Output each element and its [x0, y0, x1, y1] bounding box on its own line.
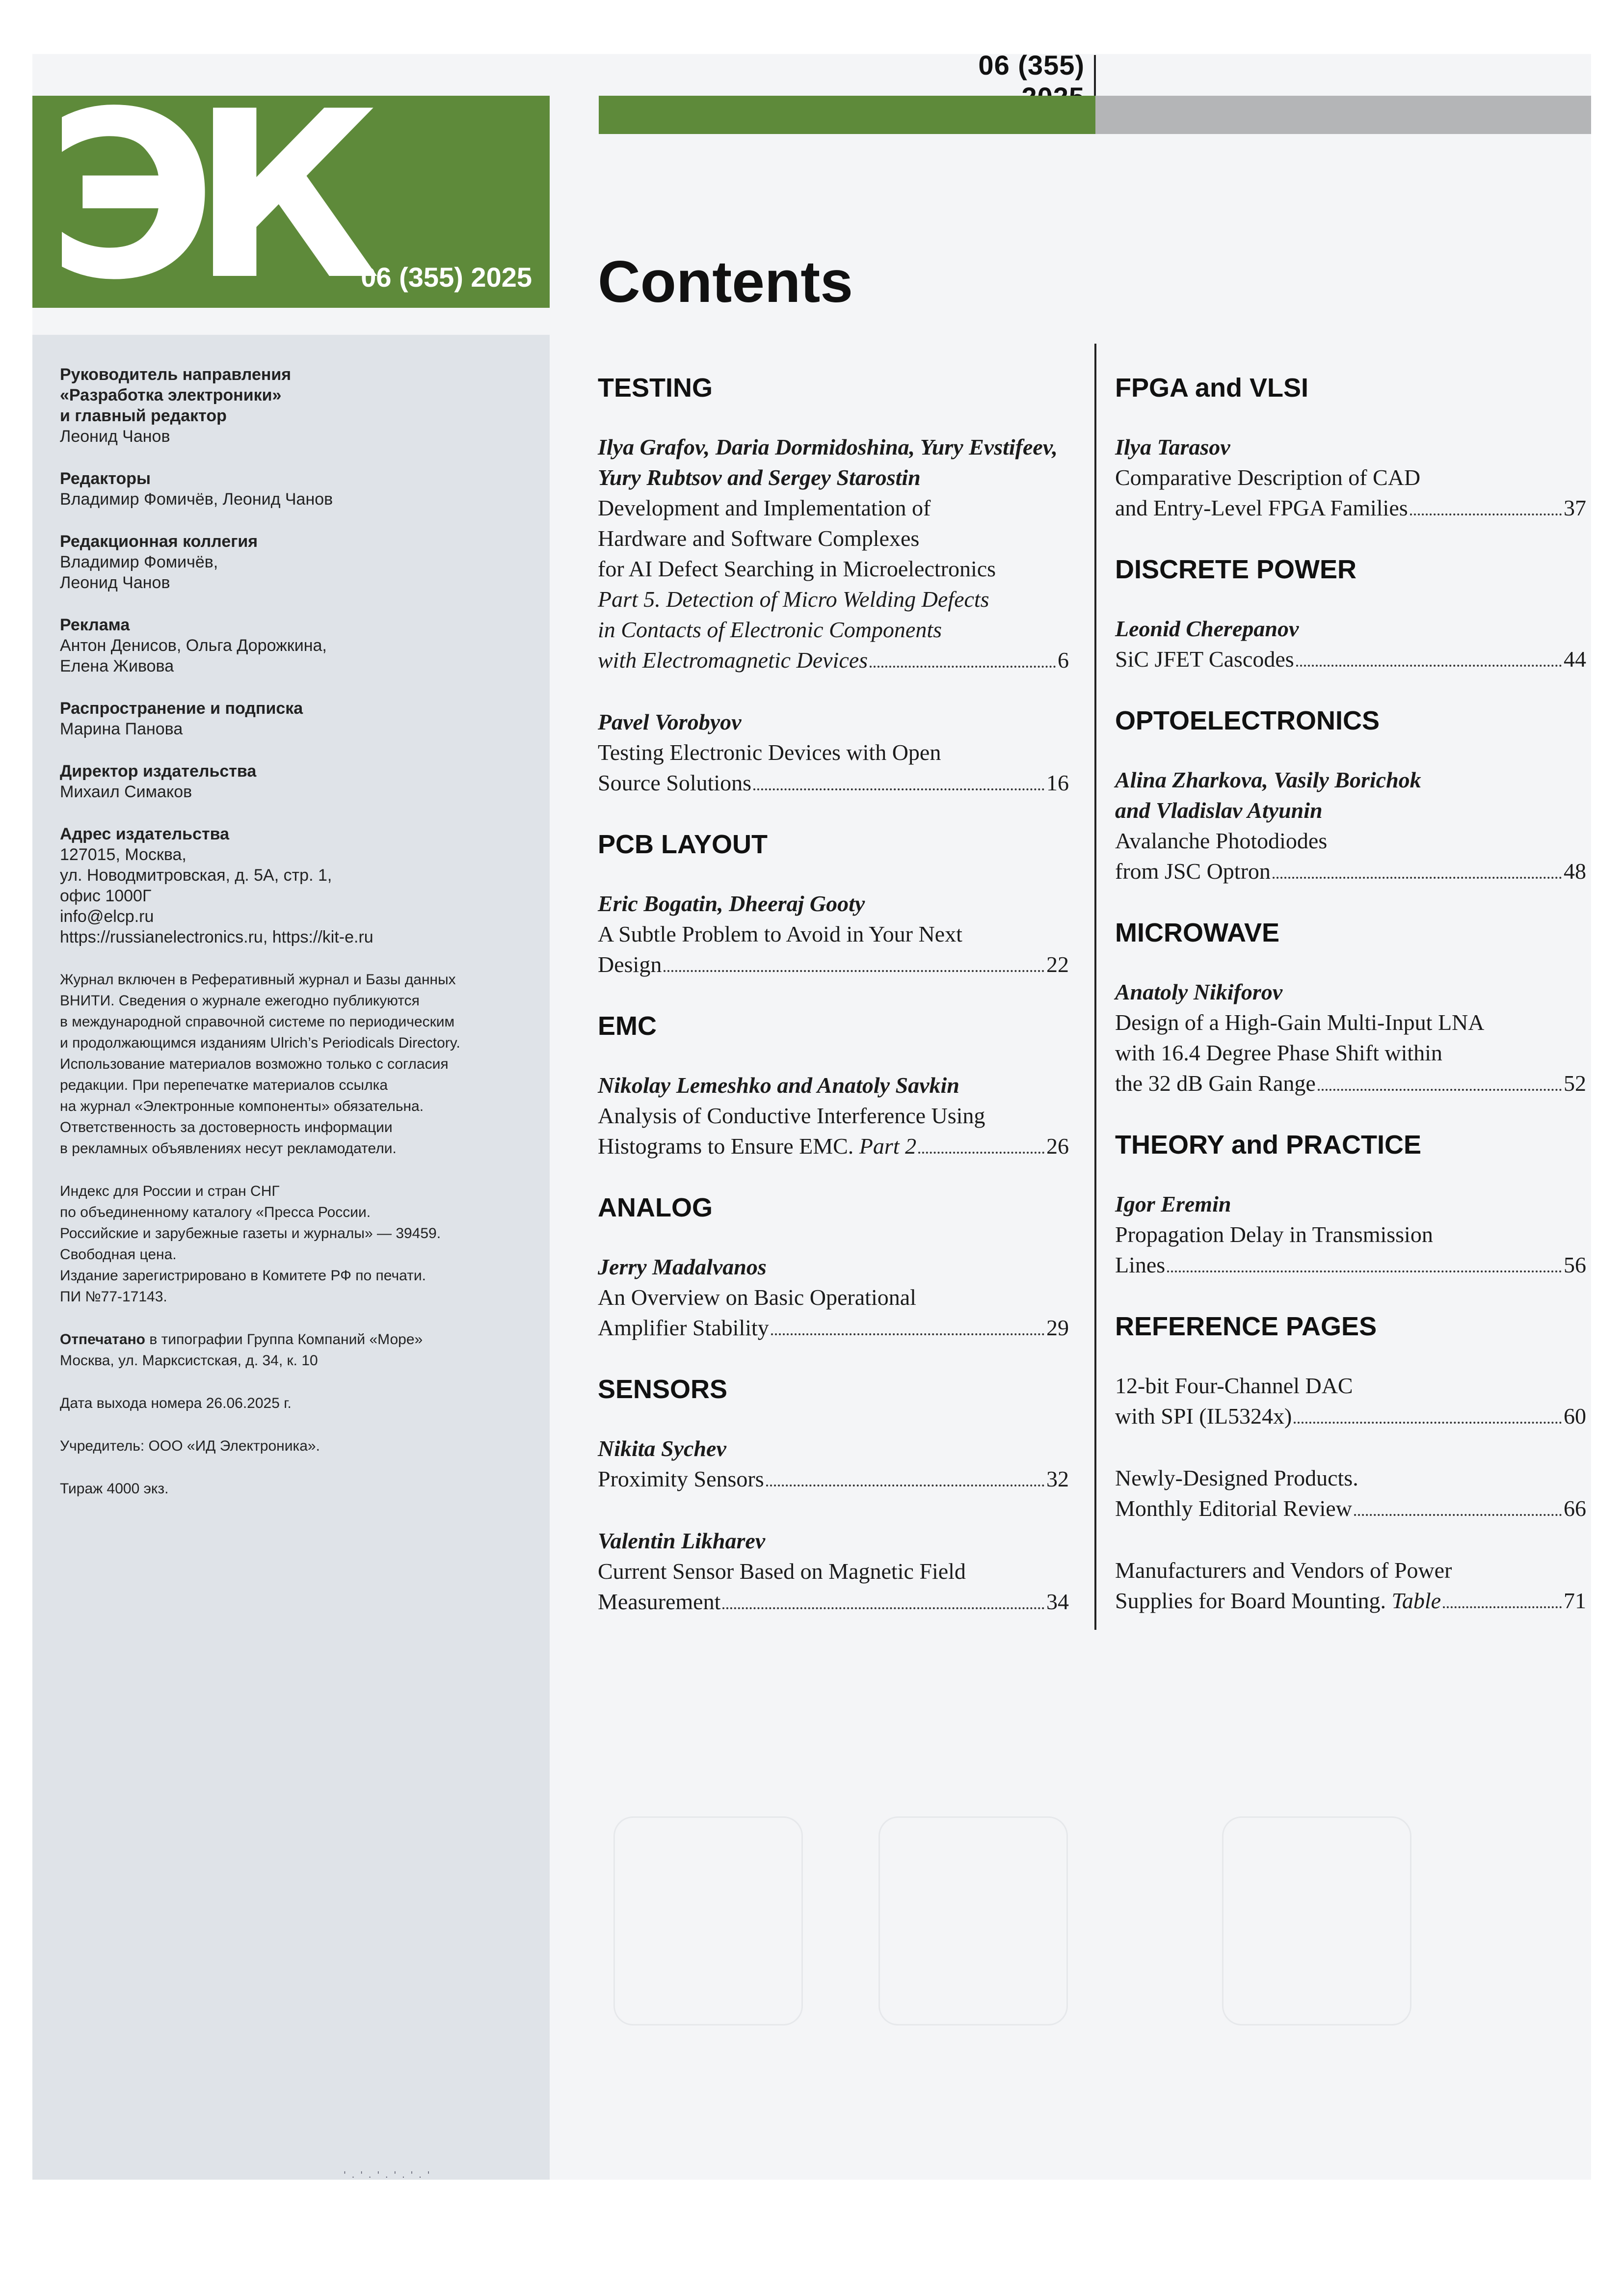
issue-number: 06 (355) [978, 50, 1085, 81]
entry-title-text [598, 1131, 916, 1162]
section-title: DISCRETE POWER [1115, 555, 1357, 584]
entry-title-last-line [1115, 1250, 1586, 1280]
entry-title-text [1115, 1493, 1352, 1524]
entry-title-line: Part 5. Detection of Micro Welding Defects [598, 587, 989, 612]
entry-authors: Igor Eremin [1115, 1191, 1231, 1216]
masthead-text: Леонид Чанов [60, 427, 170, 446]
background-hexagon [1222, 1816, 1411, 2026]
entry-title-last-line [1115, 644, 1586, 675]
entry-authors: Jerry Madalvanos [598, 1254, 767, 1279]
logo-letters: ЭК [47, 96, 356, 308]
entry-title-main: with Electromagnetic Devices [598, 648, 868, 673]
toc-entry [598, 1252, 1069, 1343]
entry-title-main: the 32 dB Gain Range [1115, 1071, 1316, 1096]
dot-leader [1410, 513, 1562, 515]
entry-title-text [598, 645, 868, 675]
column-divider [1094, 344, 1096, 1630]
page-number: 26 [1046, 1134, 1069, 1159]
entry-title-text [1115, 1586, 1441, 1616]
entry-title-line: Testing Electronic Devices with Open [598, 740, 941, 765]
entry-title-main: Design [598, 952, 662, 977]
dot-leader [664, 970, 1044, 972]
dot-leader [771, 1333, 1044, 1335]
masthead-heading: Руководитель направления «Разработка электроники» и главный редактор [60, 365, 292, 425]
header-bar-green [599, 96, 1095, 134]
entry-title-suffix: Part 2 [859, 1134, 917, 1159]
dot-leader [1296, 664, 1562, 667]
entry-title-line: Design of a High-Gain Multi-Input LNA [1115, 1010, 1485, 1035]
masthead-block [60, 615, 531, 676]
toc-entry [598, 1433, 1069, 1494]
logo-issue-number: 06 (355) 2025 [361, 262, 532, 293]
entry-title-line: with 16.4 Degree Phase Shift within [1115, 1040, 1442, 1065]
entry-title-text [1115, 1068, 1316, 1099]
entry-title-main: Monthly Editorial Review [1115, 1496, 1352, 1521]
entry-title-suffix: Table [1391, 1588, 1441, 1613]
page-number: 37 [1564, 495, 1586, 520]
background-hexagon [878, 1816, 1068, 2026]
toc-entry [1115, 1555, 1586, 1616]
entry-title-main: SiC JFET Cascodes [1115, 647, 1294, 672]
entry-authors: Nikolay Lemeshko and Anatoly Savkin [598, 1073, 959, 1098]
entry-title-main: Supplies for Board Mounting. [1115, 1588, 1392, 1613]
entry-authors: and Vladislav Atyunin [1115, 798, 1323, 823]
page-number: 71 [1564, 1588, 1586, 1613]
page-number: 16 [1046, 770, 1069, 795]
toc-section [598, 830, 1069, 980]
contents-left-column [598, 373, 1069, 1648]
dot-leader [722, 1607, 1044, 1609]
masthead-heading: Директор издательства [60, 762, 257, 781]
masthead-text: 127015, Москва, ул. Новодмитровская, д. 5А, стр. 1, офис 1000Г info@elcp.ru https://russianelectronics.ru, https://kit-e.ru [60, 845, 373, 946]
entry-title-last-line [598, 1131, 1069, 1162]
entry-title-main: and Entry-Level FPGA Families [1115, 495, 1408, 520]
toc-section [1115, 706, 1586, 887]
toc-section [1115, 373, 1586, 523]
toc-section [1115, 1312, 1586, 1616]
toc-section [598, 1011, 1069, 1162]
entry-title-text [1115, 1401, 1292, 1432]
header-bar-gray [1095, 96, 1591, 134]
entry-authors: Yury Rubtsov and Sergey Starostin [598, 465, 921, 490]
entry-title-last-line [598, 1464, 1069, 1494]
printing-info [60, 1329, 531, 1371]
toc-entry [1115, 1371, 1586, 1432]
masthead-blocks [60, 364, 531, 947]
entry-title-line: Analysis of Conductive Interference Using [598, 1103, 985, 1128]
toc-entry [598, 1526, 1069, 1617]
entry-title-last-line [598, 1587, 1069, 1617]
entry-title-text [598, 949, 662, 980]
masthead-heading: Распространение и подписка [60, 699, 303, 718]
dot-leader [1318, 1088, 1562, 1091]
section-title: SENSORS [598, 1375, 728, 1404]
entry-title-last-line [1115, 1493, 1586, 1524]
page-number: 32 [1046, 1466, 1069, 1491]
entry-title-main: Histograms to Ensure EMC. [598, 1134, 859, 1159]
entry-title-last-line [1115, 493, 1586, 523]
entry-title-text [1115, 856, 1271, 887]
entry-title-text [598, 768, 751, 798]
entry-authors: Ilya Grafov, Daria Dormidoshina, Yury Evstifeev, [598, 434, 1058, 459]
masthead-heading: Редакционная коллегия [60, 532, 258, 551]
entry-title-last-line [1115, 1401, 1586, 1432]
entry-authors: Anatoly Nikiforov [1115, 979, 1283, 1004]
entry-title-main: Lines [1115, 1252, 1166, 1277]
entry-title-line: Development and Implementation of [598, 495, 931, 520]
toc-entry [598, 432, 1069, 675]
entry-title-last-line [598, 768, 1069, 798]
entry-title-line: Propagation Delay in Transmission [1115, 1222, 1433, 1247]
entry-title-text [1115, 1250, 1165, 1280]
entry-title-text [598, 1313, 769, 1343]
scan-marks: ' . ' . ' . ' . ' . ' [344, 2170, 431, 2180]
page-number: 34 [1046, 1589, 1069, 1614]
entry-title-text [1115, 644, 1294, 675]
entry-title-line: Newly-Designed Products. [1115, 1465, 1358, 1490]
magazine-logo [32, 96, 550, 308]
dot-leader [753, 788, 1044, 790]
dot-leader [918, 1151, 1044, 1154]
toc-entry [1115, 765, 1586, 887]
masthead-heading: Реклама [60, 616, 130, 634]
background-hexagon [613, 1816, 803, 2026]
masthead-heading: Редакторы [60, 469, 151, 488]
dot-leader [1354, 1513, 1562, 1516]
contents-title: Contents [598, 249, 853, 315]
masthead-block [60, 824, 531, 947]
page-number: 29 [1046, 1315, 1069, 1340]
masthead-text: Антон Денисов, Ольга Дорожкина, Елена Живова [60, 636, 327, 675]
entry-authors: Eric Bogatin, Dheeraj Gooty [598, 891, 865, 916]
page-number: 66 [1564, 1496, 1586, 1521]
entry-title-text [598, 1587, 720, 1617]
entry-authors: Pavel Vorobyov [598, 709, 742, 734]
section-title: FPGA and VLSI [1115, 373, 1309, 403]
entry-title-main: Proximity Sensors [598, 1466, 764, 1491]
masthead-text: Владимир Фомичёв, Леонид Чанов [60, 553, 218, 592]
toc-entry [1115, 1463, 1586, 1524]
section-title: ANALOG [598, 1193, 713, 1222]
entry-title-last-line [1115, 1586, 1586, 1616]
entry-title-line: Manufacturers and Vendors of Power [1115, 1558, 1452, 1583]
toc-entry [1115, 614, 1586, 675]
toc-section [598, 1375, 1069, 1617]
entry-title-main: Source Solutions [598, 770, 752, 795]
dot-leader [1167, 1270, 1562, 1272]
page-number: 48 [1564, 859, 1586, 884]
masthead-text: Михаил Симаков [60, 783, 192, 801]
entry-title-line: Current Sensor Based on Magnetic Field [598, 1559, 966, 1584]
entry-title-line: A Subtle Problem to Avoid in Your Next [598, 921, 962, 946]
entry-authors: Leonid Cherepanov [1115, 616, 1299, 641]
toc-entry [598, 707, 1069, 798]
masthead-text: Владимир Фомичёв, Леонид Чанов [60, 490, 333, 509]
section-title: TESTING [598, 373, 713, 403]
entry-authors: Valentin Likharev [598, 1528, 766, 1553]
entry-title-main: Measurement [598, 1589, 721, 1614]
toc-section [1115, 918, 1586, 1099]
page-number: 6 [1058, 648, 1069, 673]
masthead-block [60, 761, 531, 802]
masthead-block [60, 698, 531, 739]
circulation: Тираж 4000 экз. [60, 1481, 169, 1497]
entry-authors: Alina Zharkova, Vasily Borichok [1115, 767, 1421, 792]
dot-leader [1294, 1421, 1562, 1424]
toc-entry [1115, 977, 1586, 1099]
entry-title-line: for AI Defect Searching in Microelectronics [598, 556, 996, 581]
page-number: 56 [1564, 1252, 1586, 1277]
entry-title-last-line [598, 949, 1069, 980]
entry-title-main: with SPI (IL5324x) [1115, 1404, 1292, 1429]
masthead-block [60, 364, 531, 447]
entry-title-main: from JSC Optron [1115, 859, 1271, 884]
printed-label: Отпечатано [60, 1331, 146, 1348]
page-number: 22 [1046, 952, 1069, 977]
toc-entry [1115, 432, 1586, 523]
masthead-block [60, 468, 531, 510]
entry-authors: Nikita Sychev [598, 1436, 726, 1461]
toc-entry [598, 1070, 1069, 1162]
toc-section [598, 373, 1069, 798]
entry-title-last-line [1115, 856, 1586, 887]
entry-title-line: in Contacts of Electronic Components [598, 617, 942, 642]
release-date: Дата выхода номера 26.06.2025 г. [60, 1395, 292, 1411]
toc-entry [598, 889, 1069, 980]
founder: Учредитель: ООО «ИД Электроника». [60, 1438, 320, 1454]
section-title: THEORY and PRACTICE [1115, 1130, 1422, 1160]
entry-title-text [1115, 493, 1408, 523]
section-title: OPTOELECTRONICS [1115, 706, 1380, 735]
section-title: MICROWAVE [1115, 918, 1279, 947]
subscription-index: Индекс для России и стран СНГ по объединенному каталогу «Пресса России. Российские и зарубежные газеты и журналы» — 39459. Свободная цена. Издание зарегистрировано в Комитете РФ по печати. ПИ №77-17143. [60, 1183, 441, 1305]
masthead-block [60, 531, 531, 593]
toc-section [1115, 1130, 1586, 1280]
masthead [60, 364, 531, 1521]
section-title: REFERENCE PAGES [1115, 1312, 1377, 1341]
toc-section [598, 1193, 1069, 1343]
printed-text: в типографии Группа Компаний «Море» Москва, ул. Марксистская, д. 34, к. 10 [60, 1331, 423, 1369]
entry-title-last-line [598, 645, 1069, 675]
entry-title-line: An Overview on Basic Operational [598, 1285, 916, 1310]
page-number: 60 [1564, 1404, 1586, 1429]
notice-text: Журнал включен в Реферативный журнал и Базы данных ВНИТИ. Сведения о журнале ежегодно публикуются в международной справочной системе по периодическим и продолжающимся изданиям Ulrich’s Periodicals Directory. Использование материалов возможно только с согласия редакции. При перепечатке материалов ссылка на журнал «Электронные компоненты» обязательна. Ответственность за достоверность информации в рекламных объявлениях несут рекламодатели. [60, 972, 460, 1157]
dot-leader [870, 665, 1056, 668]
dot-leader [766, 1484, 1044, 1486]
entry-title-line: 12-bit Four-Channel DAC [1115, 1373, 1353, 1398]
entry-title-line: Comparative Description of CAD [1115, 465, 1421, 490]
entry-authors: Ilya Tarasov [1115, 434, 1230, 459]
masthead-text: Марина Панова [60, 720, 183, 738]
page-number: 44 [1564, 647, 1586, 672]
toc-entry [1115, 1189, 1586, 1280]
entry-title-last-line [598, 1313, 1069, 1343]
dot-leader [1443, 1606, 1562, 1608]
section-title: PCB LAYOUT [598, 830, 768, 859]
masthead-heading: Адрес издательства [60, 825, 229, 843]
toc-section [1115, 555, 1586, 675]
section-title: EMC [598, 1011, 657, 1041]
entry-title-line: Avalanche Photodiodes [1115, 828, 1328, 853]
page-number: 52 [1564, 1071, 1586, 1096]
entry-title-main: Amplifier Stability [598, 1315, 769, 1340]
contents-right-column [1115, 373, 1586, 1648]
entry-title-last-line [1115, 1068, 1586, 1099]
dot-leader [1273, 876, 1562, 879]
entry-title-text [598, 1464, 764, 1494]
entry-title-line: Hardware and Software Complexes [598, 526, 920, 551]
